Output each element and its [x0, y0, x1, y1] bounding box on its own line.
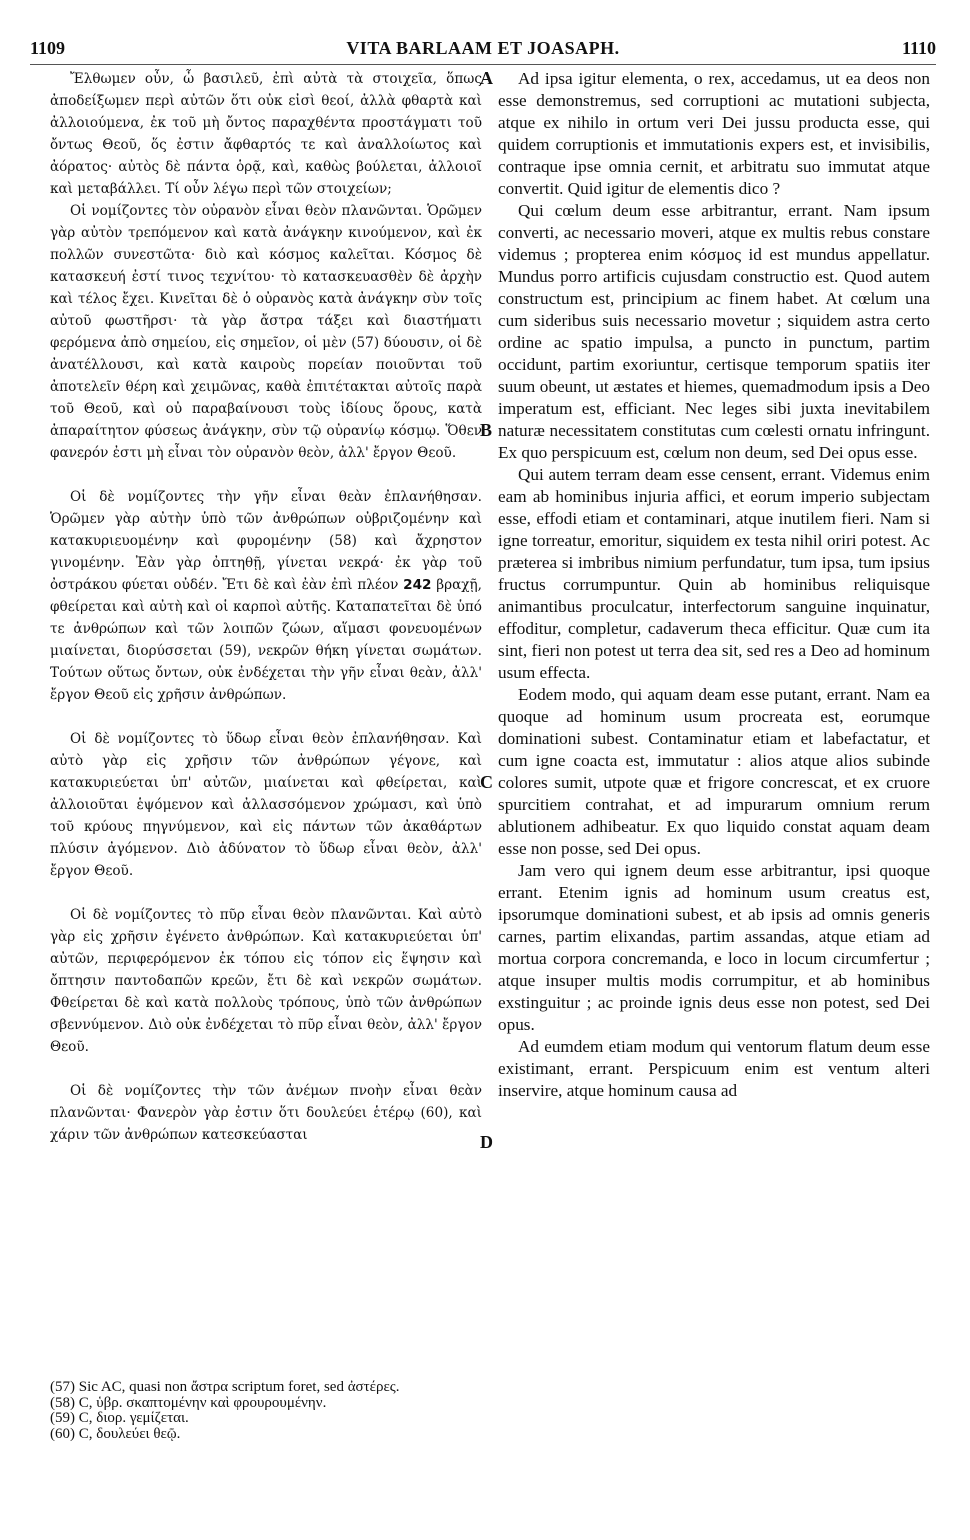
section-marker-b: B [480, 420, 493, 440]
latin-column [498, 68, 930, 1102]
running-header [30, 24, 936, 65]
greek-paragraph-heaven: Οἱ νομίζοντες τὸν οὐρανὸν εἶναι θεὸν πλανῶνται. Ὁρῶμεν γὰρ αὐτὸν τρεπόμενον καὶ κατὰ ἀνάγκην κινούμενον, καὶ ἐκ πολλῶν συνεστῶτα· διὸ καὶ κόσμος καλεῖται. Κόσμος δὲ κατασκευή ἐστί τινος τεχνίτου· τὸ κατασκευασθὲν δὲ ἀρχὴν καὶ τέλος ἔχει. Κινεῖται δὲ ὁ οὐρανὸς κατὰ ἀνάγκην σὺν τοῖς αὐτοῦ φωστῆρσι· τὰ γὰρ ἄστρα τάξει καὶ διαστήματι φερόμενα ἀπὸ σημείου, εἰς σημεῖον, οἱ μὲν (57) δύουσιν, οἱ δὲ ἀνατέλλουσι, καὶ κατὰ καιροὺς πορείαν ποιοῦνται τοῦ ἀποτελεῖν θέρη καὶ χειμῶνας, καθὰ ἐπιτέτακται αὐτοῖς παρὰ τοῦ Θεοῦ, καὶ οὐ παραβαίνουσι τοὺς ἰδίους ὅρους, κατὰ ἀπαραίτητον φύσεως ἀνάγκην, σὺν τῷ οὐρανίῳ κόσμῳ. Ὅθεν φανερόν ἐστι μὴ εἶναι τὸν οὐρανὸν θεὸν, ἀλλ' ἔργον Θεοῦ. [50, 203, 482, 461]
section-marker-d: D [480, 1132, 493, 1152]
latin-paragraph-water: Eodem modo, qui aquam deam esse putant, errant. Nam ea quoque ad hominum usum procreata est, eorumque dominationi subest. Contaminatur etiam et labefactatur, et cum igne coacta est, immutatur : alios atque alios subinde colores sumit, utpote quæ et frigore concrescat, et ex cruore spurcitiem contrahat, et ad impurarum omnium rerum ablutionem adhibeatur. Ex quo liquido constat aquam deam esse non posse, sed Dei opus. [498, 685, 930, 858]
page-number-right: 1110 [901, 38, 936, 58]
greek-earth-text-a: Οἱ δὲ νομίζοντες τὴν γῆν εἶναι θεὰν ἐπλανήθησαν. Ὁρῶμεν γὰρ αὐτὴν ὑπὸ τῶν ἀνθρώπων οὐβριζομένην καὶ κατακυριευομένην καὶ φυρομένην (58) καὶ ἄχρηστον γινομένην. Ἐὰν γὰρ ὀπτηθῇ, γίνεται νεκρά· ἐκ γὰρ τοῦ ὀστράκου φύεται οὐδέν. Ἔτι δὲ καὶ ἐὰν ἐπὶ πλέον [50, 489, 482, 593]
latin-paragraph-heaven: Qui cœlum deum esse arbitrantur, errant. Nam ipsum converti, ac necessario moveri, atque ex multis rebus constare videmus ; propterea enim κόσμος id est mundus appellatur. Mundus porro artificis cujusdam constructio est. Quod autem constructum est, principium ac finem habet. At cœlum una cum sideribus suis necessario movetur ; siquidem astra certo ordine ac spatio impulsa, a puncto in punctum, partim occidunt, partim exoriuntur, certisque temporum spatiis iter suum obeunt, ut æstates et hiemes, quemadmodum ipsis a Deo imperatum est, efficiant. Nec leges sibi juxta inevitabilem naturæ necessitatem constitutas cum cœlesti ornatu infringunt. Ex quo perspicuum est, cœlum non deum, sed Dei opus esse. [498, 201, 930, 462]
footnote-59: (59) C, διορ. γεμίζεται. [50, 1410, 189, 1426]
footnote-60: (60) C, δουλεύει θεῷ. [50, 1425, 181, 1442]
footnote-57: (57) Sic AC, quasi non ἄστρα scriptum foret, sed ἀστέρες. [50, 1379, 400, 1395]
section-marker-a: A [480, 68, 493, 88]
latin-paragraph-winds: Ad eumdem etiam modum qui ventorum flatum deum esse existimant, errant. Perspicuum enim est ventum alteri inservire, atque hominum causa ad [498, 1037, 930, 1100]
column-number: 242 [403, 577, 432, 593]
latin-paragraph-earth: Qui autem terram deam esse censent, errant. Videmus enim eam ab hominibus injuria affici, et eorum imperio subjectam esse, effodi etiam et contaminari, atque inutilem fieri. Nam si igne torreatur, emoritur, siquidem ex testa nihil oriri potest. Ac præterea si imbribus nimium perfundatur, tum ipsa, tum ipsius fructus corrumpuntur. Quin ab hominibus reliquisque animantibus proculcatur, interfectorum sanguine inquinatur, effoditur, completur, cadaverum theca efficitur. Quæ cum ita sint, fieri non potest ut terra dea sit, sed res a Deo ad hominum usum effecta. [498, 465, 930, 682]
latin-paragraph-fire: Jam vero qui ignem deum esse arbitrantur, ipsi quoque errant. Etenim ignis ad hominum usum creatus est, ipsorumque dominationi subest, et ab ipsis ad omnis generis carnes, partim elixandas, partim assandas, atque etiam ad mortua corpora concremanda, e loco in locum circumfertur ; atque insuper multis modis corrumpitur, et ab hominibus exstinguitur ; ac proinde ignis deus esse non potest, sed Dei opus. [498, 861, 930, 1034]
greek-column [50, 68, 482, 1146]
latin-paragraph-elements: Ad ipsa igitur elementa, o rex, accedamus, ut ea deos non esse demonstremus, sed corruptioni ac mutationi subjecta, atque ex nihilo in ortum veri Dei jussu producta esse, qui quidem corruptionis et immutationis expers est, et invisibilis, contraque ipse omnia cernit, et arbitratu suo immutat atque convertit. Quid igitur de elementis dico ? [498, 69, 930, 198]
footnote-58: (58) C, ὑβρ. σκαπτομένην καὶ φρουρουμένην. [50, 1394, 327, 1411]
greek-earth-text-b: βραχῇ, φθείρεται καὶ αὐτὴ καὶ οἱ καρποὶ αὐτῆς. Καταπατεῖται δὲ ὑπό τε ἀνθρώπων καὶ τῶν λοιπῶν ζώων, αἵμασι φονευομένων μιαίνεται, διορύσσεται (59), νεκρῶν θήκη γίνεται σωμάτων. Τούτων οὕτως ὄντων, οὐκ ἐνδέχεται τὴν γῆν εἶναι θεὰν, ἀλλ' ἔργον Θεοῦ εἰς χρῆσιν ἀνθρώπων. [50, 577, 482, 703]
greek-paragraph-winds: Οἱ δὲ νομίζοντες τὴν τῶν ἀνέμων πνοὴν εἶναι θεὰν πλανῶνται· Φανερὸν γὰρ ἐστιν ὅτι δουλεύει ἑτέρῳ (60), καὶ χάριν τῶν ἀνθρώπων κατεσκεύασται [50, 1083, 482, 1143]
greek-paragraph-fire: Οἱ δὲ νομίζοντες τὸ πῦρ εἶναι θεὸν πλανῶνται. Καὶ αὐτὸ γὰρ εἰς χρῆσιν ἐγένετο ἀνθρώπων. Καὶ κατακυριεύεται ὑπ' αὐτῶν, περιφερόμενον ἐκ τόπου εἰς τόπον εἰς ἕψησιν καὶ ὄπτησιν παντοδαπῶν κρεῶν, ἔτι δὲ καὶ νεκρῶν σωμάτων. Φθείρεται δὲ καὶ κατὰ πολλοὺς τρόπους, ὑπὸ τῶν ἀνθρώπων σβεννύμενον. Διὸ οὐκ ἐνδέχεται τὸ πῦρ εἶναι θεὸν, ἀλλ' ἔργον Θεοῦ. [50, 907, 482, 1055]
page-number-left: 1109 [30, 38, 66, 58]
footnotes [50, 1380, 930, 1442]
greek-paragraph-elements: Ἔλθωμεν οὖν, ὦ βασιλεῦ, ἐπὶ αὐτὰ τὰ στοιχεῖα, ὅπως ἀποδείξωμεν περὶ αὐτῶν ὅτι οὐκ εἰσὶ θεοί, ἀλλὰ φθαρτὰ καὶ ἀλλοιούμενα, ἐκ τοῦ μὴ ὄντος παραχθέντα προστάγματι τοῦ ὄντως Θεοῦ, ὅς ἐστιν ἄφθαρτός τε καὶ ἀναλλοίωτος καὶ ἀόρατος· αὐτὸς δὲ πάντα ὁρᾷ, καὶ, καθὼς βούλεται, ἀλλοιοῖ καὶ μεταβάλλει. Τί οὖν λέγω περὶ τῶν στοιχείων; [50, 71, 482, 197]
greek-paragraph-earth [50, 486, 482, 706]
section-marker-c: C [480, 772, 493, 792]
running-title: VITA BARLAAM ET JOASAPH. [346, 38, 620, 58]
greek-paragraph-water: Οἱ δὲ νομίζοντες τὸ ὕδωρ εἶναι θεὸν ἐπλανήθησαν. Καὶ αὐτὸ γὰρ εἰς χρῆσιν τῶν ἀνθρώπων γέγονε, καὶ κατακυριεύεται ὑπ' αὐτῶν, μιαίνεται καὶ φθείρεται, καὶ ἀλλοιοῦται ἑψόμενον καὶ ἀλλασσόμενον χρώμασι, καὶ ὑπὸ τοῦ κρύους πηγνύμενον, καὶ εἰς πάντων τῶν ἀκαθάρτων πλύσιν ἀγόμενον. Διὸ ἀδύνατον τὸ ὕδωρ εἶναι θεὸν, ἀλλ' ἔργον Θεοῦ. [50, 731, 482, 879]
